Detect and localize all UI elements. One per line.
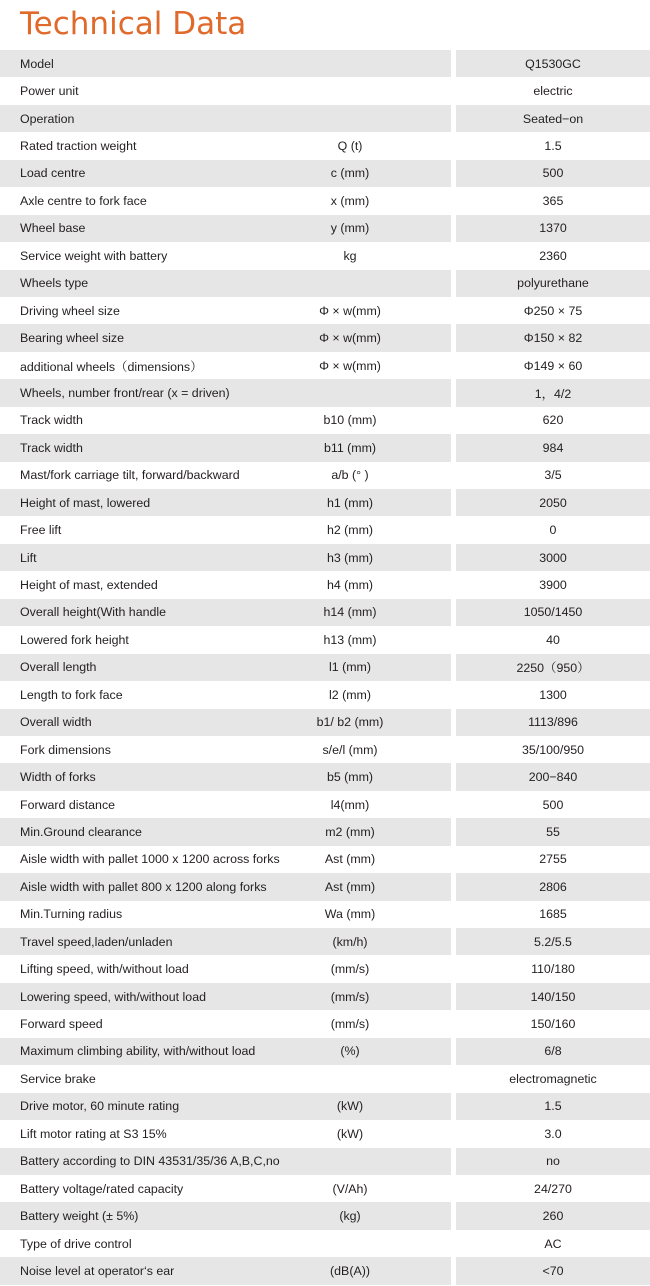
row-parameter: Lowered fork height <box>20 632 129 647</box>
table-row <box>0 928 650 955</box>
row-value: 1.5 <box>456 132 650 159</box>
row-unit: kg <box>343 248 357 263</box>
row-unit: b10 (mm) <box>323 413 377 428</box>
row-unit: s/e/l (mm) <box>322 742 378 757</box>
row-value: 1300 <box>456 681 650 708</box>
table-row <box>0 160 650 187</box>
row-value: 1685 <box>456 901 650 928</box>
row-parameter: Overall length <box>0 654 451 681</box>
table-row <box>0 379 650 406</box>
table-row <box>0 516 650 543</box>
row-unit: (kg) <box>339 1209 361 1224</box>
row-parameter: Axle centre to fork face <box>20 193 147 208</box>
row-parameter: Travel speed,laden/unladen <box>0 928 451 955</box>
row-value: 1370 <box>456 215 650 242</box>
row-parameter: Mast/fork carriage tilt, forward/backward <box>20 468 240 483</box>
row-value: 500 <box>456 791 650 818</box>
row-value: 1.5 <box>456 1093 650 1120</box>
row-unit: Φ × w(mm) <box>319 331 381 346</box>
row-unit: l4(mm) <box>330 797 370 812</box>
table-row <box>0 955 650 982</box>
row-value: 200−840 <box>456 763 650 790</box>
row-unit <box>250 77 450 104</box>
row-value: 1113/896 <box>456 709 650 736</box>
row-parameter: Height of mast, lowered <box>0 489 451 516</box>
row-parameter: Battery voltage/rated capacity <box>20 1181 184 1196</box>
row-parameter: Length to fork face <box>20 687 123 702</box>
table-row <box>0 489 650 516</box>
row-unit: (km/h) <box>332 934 368 949</box>
table-row <box>0 736 650 763</box>
table-row <box>0 1038 650 1065</box>
row-parameter: Aisle width with pallet 1000 x 1200 across forks <box>20 852 280 867</box>
row-unit: (dB(A)) <box>330 1263 370 1278</box>
row-value: 984 <box>456 434 650 461</box>
table-row <box>0 434 650 461</box>
row-unit <box>250 105 450 132</box>
row-value: 3000 <box>456 544 650 571</box>
table-row <box>0 544 650 571</box>
row-parameter: Lowering speed, with/without load <box>0 983 451 1010</box>
row-unit <box>250 1148 450 1175</box>
row-unit: h2 (mm) <box>326 523 374 538</box>
row-value: 2360 <box>456 242 650 269</box>
spec-table <box>0 50 650 1285</box>
row-unit: (mm/s) <box>330 962 370 977</box>
table-row <box>0 1093 650 1120</box>
row-unit: (kW) <box>336 1099 364 1114</box>
row-parameter: Height of mast, extended <box>20 578 158 593</box>
row-parameter: Rated traction weight <box>20 139 137 154</box>
row-unit: h4 (mm) <box>326 578 374 593</box>
table-row <box>0 626 650 653</box>
row-value: 3.0 <box>456 1120 650 1147</box>
row-value: <70 <box>456 1257 650 1284</box>
table-row <box>0 599 650 626</box>
row-unit <box>250 379 450 406</box>
table-row <box>0 215 650 242</box>
table-row <box>0 571 650 598</box>
row-value: 150/160 <box>456 1010 650 1037</box>
row-unit <box>250 1065 450 1092</box>
row-parameter: Forward distance <box>20 797 116 812</box>
row-parameter: Lift <box>0 544 451 571</box>
row-unit: Φ × w(mm) <box>319 303 381 318</box>
row-parameter: Battery according to DIN 43531/35/36 A,B,C,no <box>0 1148 451 1175</box>
row-unit: Ast (mm) <box>324 879 376 894</box>
row-unit: (kW) <box>336 1126 364 1141</box>
row-unit: h14 (mm) <box>323 605 377 620</box>
row-parameter: Wheel base <box>0 215 451 242</box>
row-parameter: Noise level at operator‘s ear <box>0 1257 451 1284</box>
row-value: 260 <box>456 1202 650 1229</box>
row-value: no <box>456 1148 650 1175</box>
row-unit: (mm/s) <box>330 1017 370 1032</box>
row-value: Q1530GC <box>456 50 650 77</box>
page-title: Technical Data <box>20 6 247 42</box>
row-value: 620 <box>456 407 650 434</box>
row-unit: Φ × w(mm) <box>319 358 381 373</box>
row-value: Φ149 × 60 <box>456 352 650 379</box>
row-unit <box>250 1230 450 1257</box>
table-row <box>0 1175 650 1202</box>
row-value: 1，4/2 <box>456 379 650 406</box>
table-row <box>0 681 650 708</box>
row-value: Seated−on <box>456 105 650 132</box>
table-row <box>0 187 650 214</box>
row-parameter: Power unit <box>20 84 79 99</box>
row-parameter: additional wheels（dimensions） <box>20 359 203 374</box>
row-value: 1050/1450 <box>456 599 650 626</box>
table-row <box>0 1010 650 1037</box>
row-unit: h13 (mm) <box>323 632 377 647</box>
row-parameter: Load centre <box>0 160 451 187</box>
table-row <box>0 242 650 269</box>
row-value: polyurethane <box>456 270 650 297</box>
row-parameter: Lift motor rating at S3 15% <box>20 1126 167 1141</box>
table-row <box>0 1202 650 1229</box>
table-row <box>0 50 650 77</box>
row-value: 40 <box>456 626 650 653</box>
row-unit: a/b (° ) <box>331 468 369 483</box>
table-row <box>0 709 650 736</box>
table-row <box>0 818 650 845</box>
row-value: 2050 <box>456 489 650 516</box>
row-parameter: Service weight with battery <box>20 248 168 263</box>
table-row <box>0 270 650 297</box>
row-parameter: Drive motor, 60 minute rating <box>0 1093 451 1120</box>
row-unit: m2 (mm) <box>325 824 375 839</box>
row-value: 2755 <box>456 846 650 873</box>
row-parameter: Maximum climbing ability, with/without load <box>0 1038 451 1065</box>
table-row <box>0 407 650 434</box>
row-parameter: Bearing wheel size <box>0 324 451 351</box>
row-unit: (%) <box>340 1044 360 1059</box>
row-parameter: Wheels, number front/rear (x = driven) <box>0 379 451 406</box>
row-value: 2806 <box>456 873 650 900</box>
table-row <box>0 297 650 324</box>
row-parameter: Type of drive control <box>20 1236 132 1251</box>
table-row <box>0 352 650 379</box>
row-unit: (V/Ah) <box>332 1181 368 1196</box>
row-value: 3900 <box>456 571 650 598</box>
row-value: AC <box>456 1230 650 1257</box>
table-row <box>0 901 650 928</box>
row-parameter: Service brake <box>20 1071 96 1086</box>
table-row <box>0 983 650 1010</box>
row-unit <box>250 270 450 297</box>
row-parameter: Aisle width with pallet 800 x 1200 along forks <box>0 873 451 900</box>
row-value: 55 <box>456 818 650 845</box>
row-unit: y (mm) <box>330 221 370 236</box>
row-value: 2250（950） <box>456 654 650 681</box>
row-unit: Wa (mm) <box>324 907 376 922</box>
table-row <box>0 654 650 681</box>
table-row <box>0 77 650 104</box>
table-row <box>0 324 650 351</box>
row-parameter: Track width <box>20 413 83 428</box>
row-parameter: Width of forks <box>0 763 451 790</box>
row-value: Φ250 × 75 <box>456 297 650 324</box>
row-unit: b11 (mm) <box>323 440 377 455</box>
row-parameter: Driving wheel size <box>20 303 120 318</box>
table-row <box>0 462 650 489</box>
row-unit: b5 (mm) <box>326 770 374 785</box>
row-value: 6/8 <box>456 1038 650 1065</box>
row-parameter: Operation <box>0 105 451 132</box>
table-row <box>0 873 650 900</box>
row-parameter: Overall height(With handle <box>0 599 451 626</box>
table-row <box>0 763 650 790</box>
row-unit: h1 (mm) <box>326 495 374 510</box>
row-parameter: Model <box>0 50 451 77</box>
row-unit: l2 (mm) <box>329 687 371 702</box>
row-unit: Q (t) <box>337 139 363 154</box>
row-unit <box>250 50 450 77</box>
table-row <box>0 105 650 132</box>
table-row <box>0 1257 650 1284</box>
row-unit: Ast (mm) <box>324 852 376 867</box>
row-unit: b1/ b2 (mm) <box>316 715 384 730</box>
row-value: electromagnetic <box>456 1065 650 1092</box>
row-value: electric <box>456 77 650 104</box>
row-parameter: Track width <box>0 434 451 461</box>
table-row <box>0 846 650 873</box>
table-row <box>0 791 650 818</box>
row-parameter: Free lift <box>20 523 62 538</box>
row-unit: c (mm) <box>330 166 370 181</box>
table-row <box>0 1065 650 1092</box>
row-parameter: Min.Ground clearance <box>0 818 451 845</box>
row-unit: l1 (mm) <box>329 660 371 675</box>
row-value: 365 <box>456 187 650 214</box>
row-value: 0 <box>456 516 650 543</box>
row-unit: (mm/s) <box>330 989 370 1004</box>
table-row <box>0 1230 650 1257</box>
row-value: 500 <box>456 160 650 187</box>
row-parameter: Forward speed <box>20 1017 103 1032</box>
row-parameter: Min.Turning radius <box>20 907 123 922</box>
row-value: 140/150 <box>456 983 650 1010</box>
row-value: 35/100/950 <box>456 736 650 763</box>
row-value: 5.2/5.5 <box>456 928 650 955</box>
row-value: 24/270 <box>456 1175 650 1202</box>
table-row <box>0 1120 650 1147</box>
row-value: Φ150 × 82 <box>456 324 650 351</box>
table-row <box>0 132 650 159</box>
table-row <box>0 1148 650 1175</box>
row-unit: x (mm) <box>330 193 370 208</box>
row-parameter: Wheels type <box>0 270 451 297</box>
row-parameter: Fork dimensions <box>20 742 111 757</box>
row-parameter: Battery weight (± 5%) <box>0 1202 451 1229</box>
row-parameter: Lifting speed, with/without load <box>20 962 189 977</box>
row-value: 110/180 <box>456 955 650 982</box>
row-unit: h3 (mm) <box>326 550 374 565</box>
row-value: 3/5 <box>456 462 650 489</box>
row-parameter: Overall width <box>0 709 451 736</box>
